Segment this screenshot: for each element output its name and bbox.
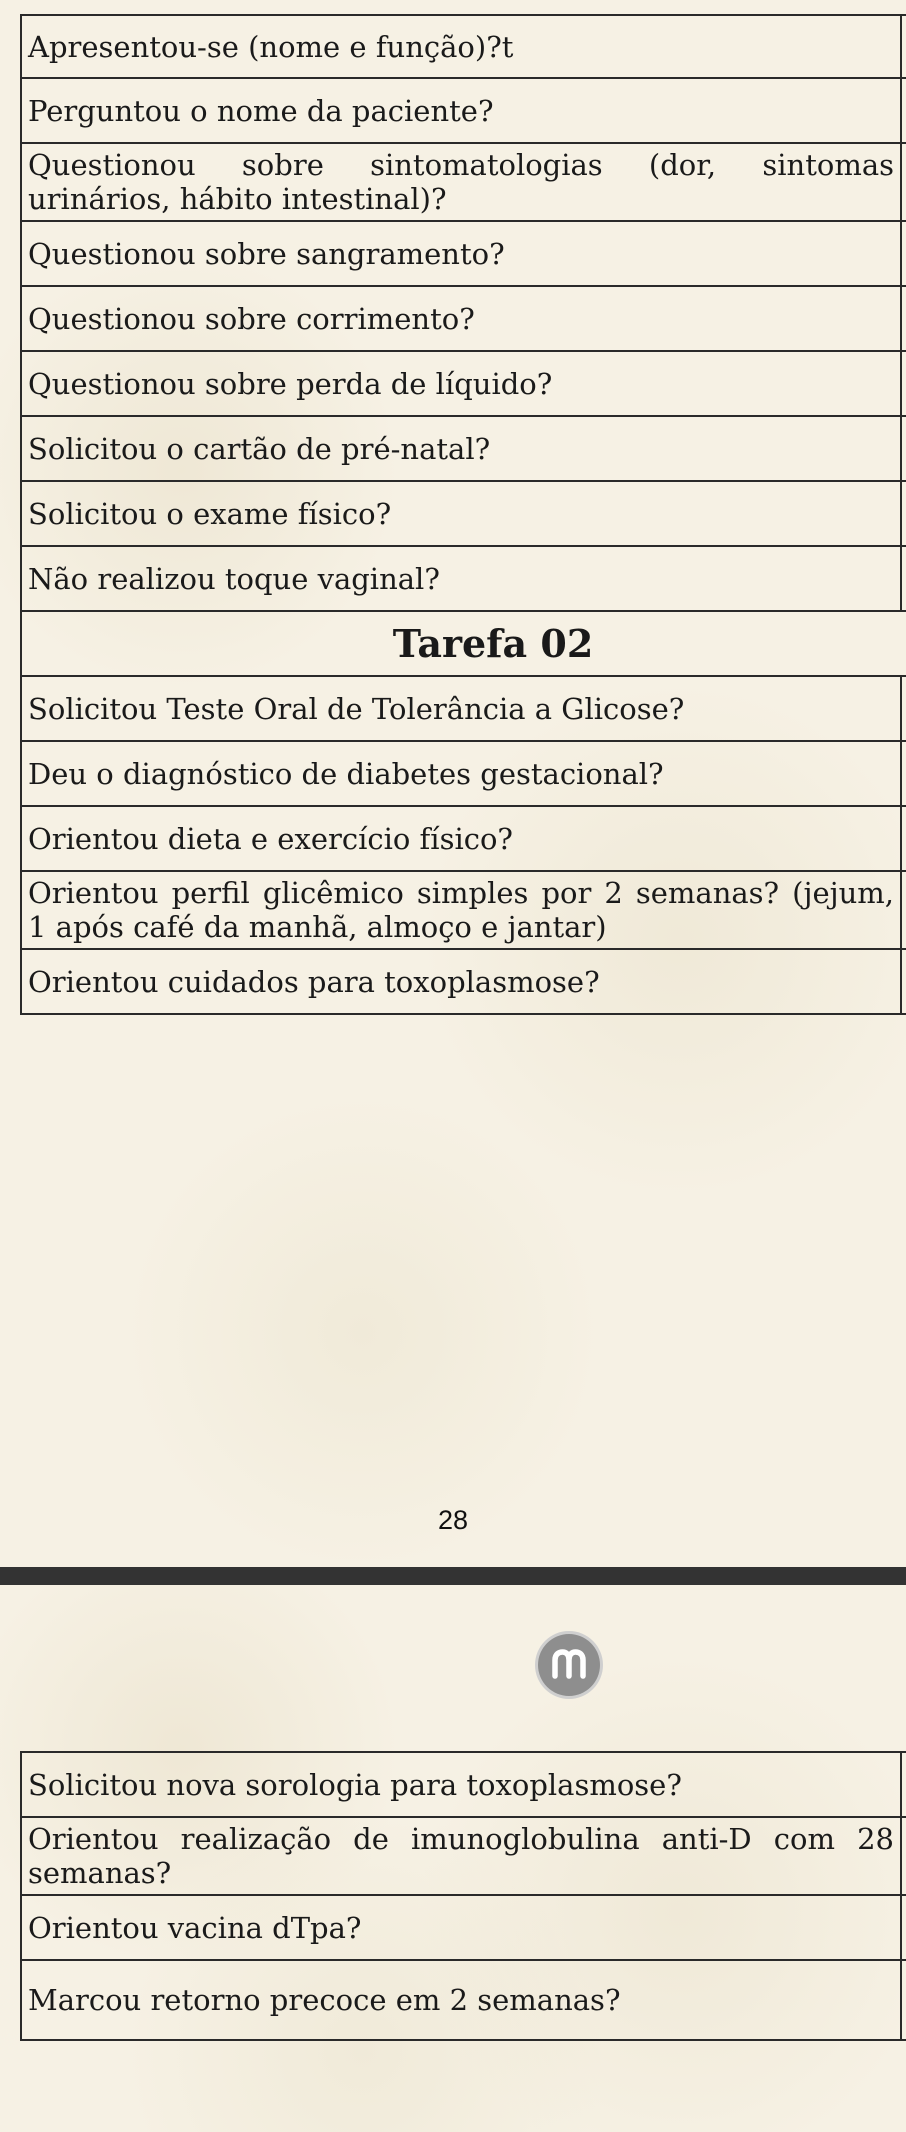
checklist-question: Orientou perfil glicêmico simples por 2 semanas? (jejum, 1 após café da manhã, almoço e jantar) — [21, 871, 901, 949]
checklist-question: Solicitou o exame físico? — [21, 481, 901, 546]
checklist-row — [21, 1960, 906, 2040]
checklist-score-cell[interactable] — [901, 676, 906, 741]
checklist-row — [21, 351, 906, 416]
page-number: 28 — [437, 1505, 469, 1535]
task-heading-row — [21, 611, 906, 676]
checklist-score-cell[interactable] — [901, 1895, 906, 1960]
checklist-question: Não realizou toque vaginal? — [21, 546, 901, 611]
task-heading: Tarefa 02 — [21, 611, 906, 676]
checklist-row — [21, 221, 906, 286]
checklist-question: Apresentou-se (nome e função)?t — [21, 15, 901, 78]
checklist-row — [21, 546, 906, 611]
checklist-question: Questionou sobre sintomatologias (dor, sintomas urinários, hábito intestinal)? — [21, 143, 901, 221]
checklist-score-cell[interactable] — [901, 1752, 906, 1817]
checklist-score-cell[interactable] — [901, 221, 906, 286]
page-separator — [0, 1567, 906, 1585]
checklist-row — [21, 1895, 906, 1960]
checklist-question: Orientou dieta e exercício físico? — [21, 806, 901, 871]
checklist-score-cell[interactable] — [901, 351, 906, 416]
checklist-row — [21, 286, 906, 351]
m-logo-icon — [538, 1634, 600, 1696]
checklist-score-cell[interactable] — [901, 1960, 906, 2040]
checklist-question: Questionou sobre corrimento? — [21, 286, 901, 351]
checklist-question: Orientou vacina dTpa? — [21, 1895, 901, 1960]
checklist-score-cell[interactable] — [901, 546, 906, 611]
checklist-row — [21, 949, 906, 1014]
checklist-score-cell[interactable] — [901, 871, 906, 949]
checklist-score-cell[interactable] — [901, 741, 906, 806]
document-page-next — [0, 1585, 906, 2132]
checklist-row — [21, 78, 906, 143]
checklist-row — [21, 15, 906, 78]
checklist-row — [21, 416, 906, 481]
checklist-score-cell[interactable] — [901, 15, 906, 78]
checklist-row — [21, 871, 906, 949]
checklist-question: Questionou sobre perda de líquido? — [21, 351, 901, 416]
checklist-question: Deu o diagnóstico de diabetes gestacional? — [21, 741, 901, 806]
checklist-score-cell[interactable] — [901, 78, 906, 143]
checklist-question: Orientou realização de imunoglobulina anti-D com 28 semanas? — [21, 1817, 901, 1895]
checklist-question: Solicitou Teste Oral de Tolerância a Glicose? — [21, 676, 901, 741]
checklist-row — [21, 143, 906, 221]
checklist-row — [21, 481, 906, 546]
checklist-question: Solicitou o cartão de pré-natal? — [21, 416, 901, 481]
checklist-table-bottom — [20, 1751, 906, 2041]
checklist-score-cell[interactable] — [901, 806, 906, 871]
checklist-row — [21, 1817, 906, 1895]
checklist-question: Solicitou nova sorologia para toxoplasmose? — [21, 1752, 901, 1817]
checklist-row — [21, 806, 906, 871]
checklist-score-cell[interactable] — [901, 286, 906, 351]
checklist-score-cell[interactable] — [901, 143, 906, 221]
checklist-question: Orientou cuidados para toxoplasmose? — [21, 949, 901, 1014]
checklist-row — [21, 1752, 906, 1817]
checklist-question: Marcou retorno precoce em 2 semanas? — [21, 1960, 901, 2040]
checklist-question: Questionou sobre sangramento? — [21, 221, 901, 286]
checklist-row — [21, 741, 906, 806]
checklist-score-cell[interactable] — [901, 1817, 906, 1895]
checklist-table-top — [20, 14, 906, 1015]
checklist-score-cell[interactable] — [901, 949, 906, 1014]
checklist-row — [21, 676, 906, 741]
checklist-score-cell[interactable] — [901, 416, 906, 481]
checklist-score-cell[interactable] — [901, 481, 906, 546]
checklist-question: Perguntou o nome da paciente? — [21, 78, 901, 143]
